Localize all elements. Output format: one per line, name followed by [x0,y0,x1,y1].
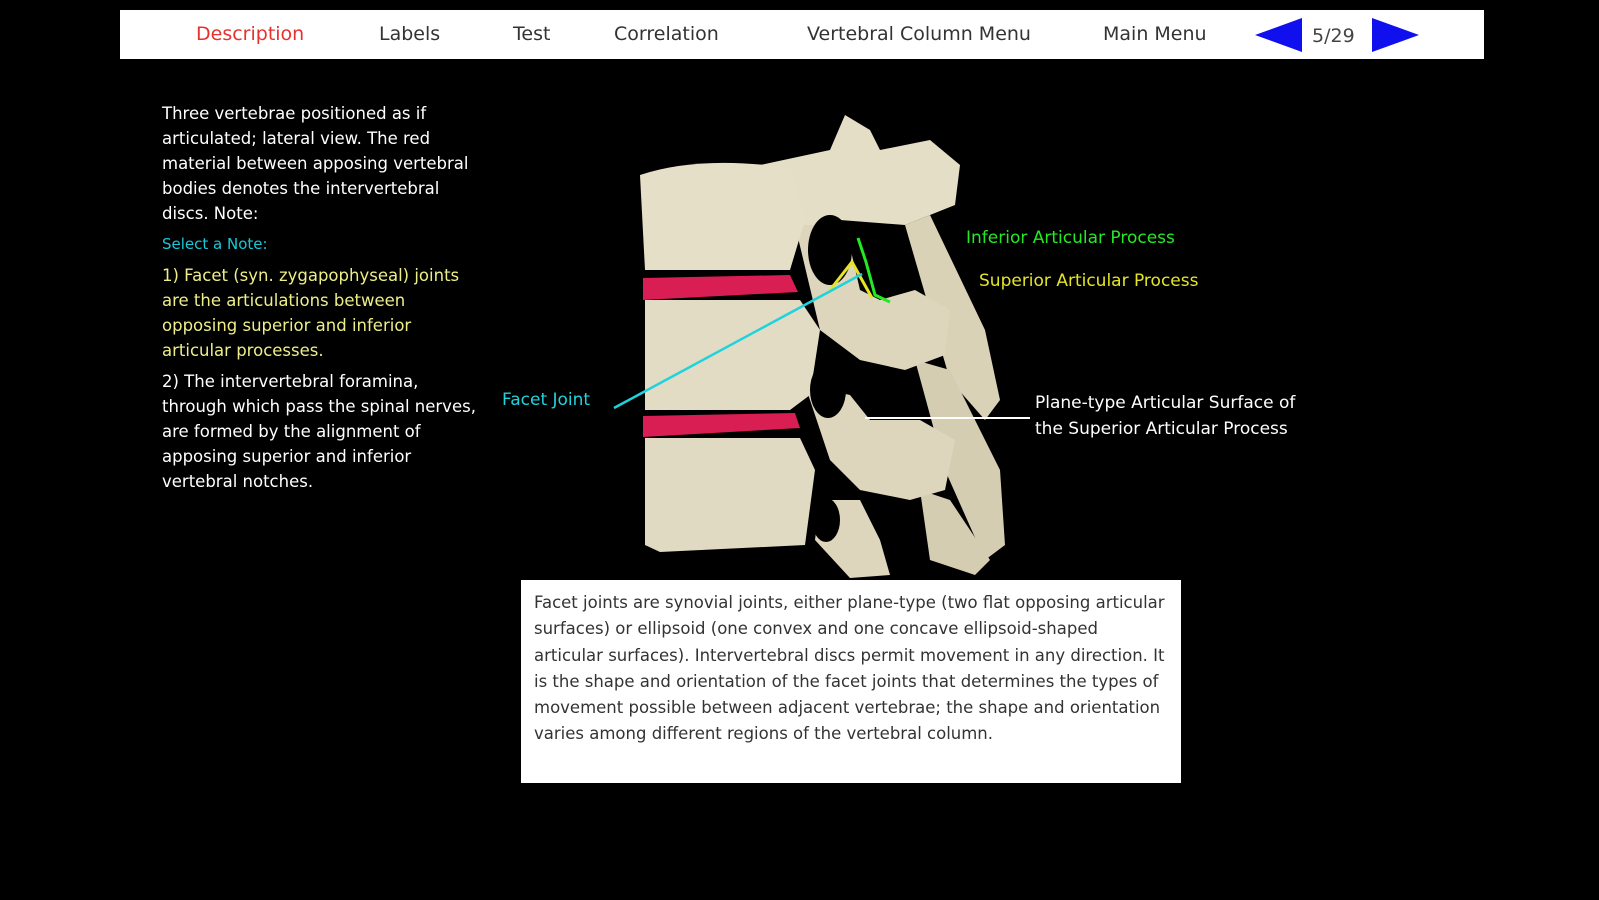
label-plane-type-articular-surface[interactable] [1035,390,1295,442]
note-2-link[interactable]: 2) The intervertebral foramina, through which pass the spinal nerves, are formed by the alignment of apposing superior and inferior vertebral notches. [162,372,476,491]
nav-labels[interactable]: Labels [379,23,441,45]
nav-test[interactable]: Test [513,23,551,45]
nav-correlation[interactable]: Correlation [614,23,719,45]
nav-description[interactable]: Description [196,23,305,45]
page-counter: 5/29 [1312,25,1355,47]
facet-joint-info-box: Facet joints are synovial joints, either plane-type (two flat opposing articular surfaces) or ellipsoid (one convex and one concave ellipsoid-shaped articular surfaces). Intervertebral discs permit movement in any direction. It is the shape and orientation of the facet joints that determines the types of movement possible between adjacent vertebrae; the shape and orientation varies among different regions of the vertebral column. [521,580,1181,783]
plane-label-line-1: Plane-type Articular Surface of [1035,393,1296,413]
note-1-link[interactable]: 1) Facet (syn. zygapophyseal) joints are the articulations between opposing superior and inferior articular processes. [162,266,460,360]
select-note-heading: Select a Note: [162,235,268,253]
label-facet-joint[interactable]: Facet Joint [502,390,591,410]
nav-vertebral-column-menu[interactable]: Vertebral Column Menu [807,23,1031,45]
label-inferior-articular-process[interactable]: Inferior Articular Process [966,228,1175,248]
nav-main-menu[interactable]: Main Menu [1103,23,1207,45]
plane-label-line-2: the Superior Articular Process [1035,419,1288,439]
label-superior-articular-process[interactable]: Superior Articular Process [979,271,1199,291]
intro-text: Three vertebrae positioned as if articulated; lateral view. The red material between apposing vertebral bodies denotes the intervertebral discs. Note: [162,104,469,223]
vertebral-column-image [640,115,1005,578]
